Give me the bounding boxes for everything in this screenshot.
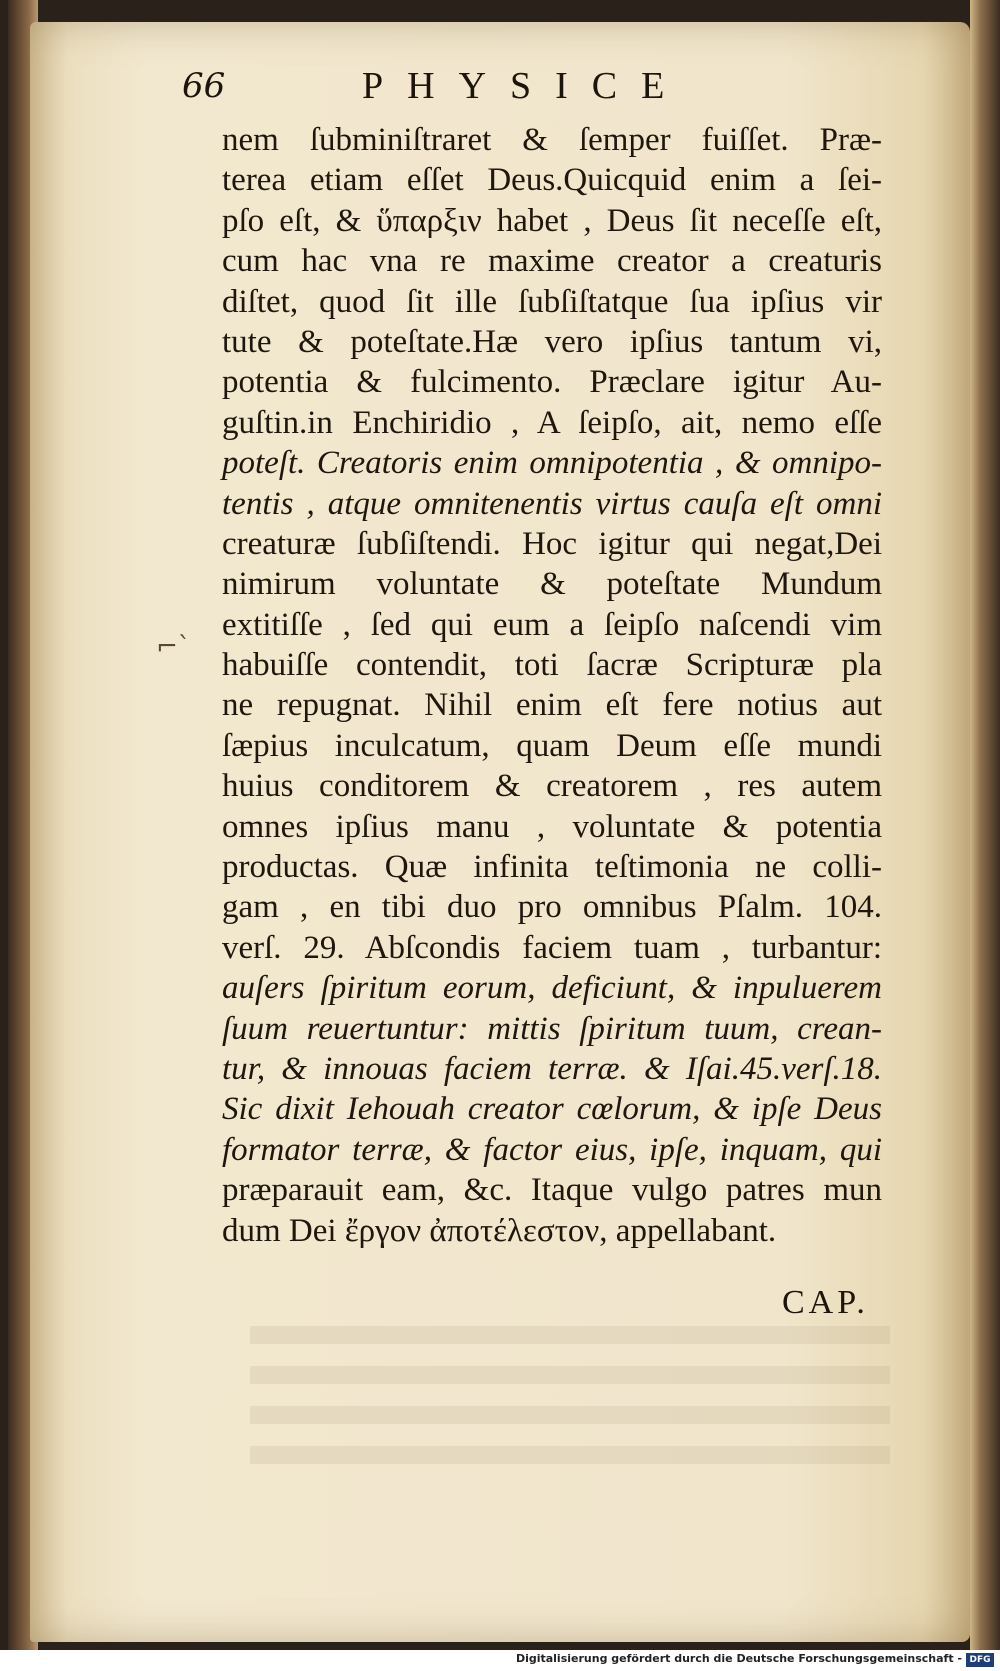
text-line: potentia & fulcimento. Præclare igitur Au- <box>222 364 882 401</box>
page-number: 66 <box>182 66 226 106</box>
body-text <box>222 120 882 1251</box>
text-line: poteſt. Creatoris enim omnipotentia , & omnipo- <box>222 445 882 482</box>
text-line: tentis , atque omnitenentis virtus cauſa eſt omni <box>222 485 882 522</box>
text-line: nem ſubminiſtraret & ſemper fuiſſet. Præ- <box>222 122 882 158</box>
text-line: habuiſſe contendit, toti ſacræ Scripturæ pla <box>222 647 882 684</box>
text-line: guſtin.in Enchiridio , A ſeipſo, ait, nemo eſſe <box>222 404 882 441</box>
text-line: ne repugnat. Nihil enim eſt fere notius aut <box>222 687 882 724</box>
text-line: ſuum reuertuntur: mittis ſpiritum tuum, crean- <box>222 1010 882 1047</box>
marginal-annotation: ⌐ˋ <box>156 632 191 662</box>
digitization-footer <box>0 1650 1000 1671</box>
text-line: tute & poteſtate.Hæ vero ipſius tantum vi, <box>222 323 882 360</box>
text-line: auſers ſpiritum eorum, deficiunt, & inpuluerem <box>222 970 882 1007</box>
text-line: præparauit eam, &c. Itaque vulgo patres mun <box>222 1172 882 1209</box>
text-line: productas. Quæ infinita teſtimonia ne colli- <box>222 849 882 886</box>
text-line: huius conditorem & creatorem , res autem <box>222 768 882 805</box>
page-stack-edge <box>970 0 1000 1650</box>
text-line: pſo eſt, & ὕπαρξιν habet , Deus ſit neceſſe eſt, <box>222 202 882 239</box>
bleed-through-text <box>250 1326 890 1466</box>
catch-word: CAP. <box>782 1284 869 1321</box>
dfg-logo-icon: DFG <box>966 1653 994 1667</box>
text-line: nimirum voluntate & poteſtate Mundum <box>222 566 882 603</box>
page-header <box>182 60 882 120</box>
funding-credit: Digitalisierung gefördert durch die Deutsche Forschungsgemeinschaft - <box>515 1652 962 1665</box>
text-line: tur, & innouas faciem terræ. & Iſai.45.verſ.18. <box>222 1050 882 1087</box>
text-line: formator terræ, & factor eius, ipſe, inquam, qui <box>222 1131 882 1168</box>
text-line: dum Dei ἔργον ἀποτέλεστον, appellabant. <box>222 1212 777 1249</box>
text-line: omnes ipſius manu , voluntate & potentia <box>222 808 882 845</box>
text-line: cum hac vna re maxime creator a creaturis <box>222 243 882 280</box>
text-line: gam , en tibi duo pro omnibus Pſalm. 104. <box>222 889 882 926</box>
text-line: terea etiam eſſet Deus.Quicquid enim a ſei- <box>222 162 882 199</box>
text-line: creaturæ ſubſiſtendi. Hoc igitur qui negat,Dei <box>222 525 882 562</box>
text-line: ſæpius inculcatum, quam Deum eſſe mundi <box>222 727 882 764</box>
text-line: diſtet, quod ſit ille ſubſiſtatque ſua ipſius vir <box>222 283 882 320</box>
text-line: verſ. 29. Abſcondis faciem tuam , turbantur: <box>222 929 882 966</box>
running-head: PHYSICE <box>362 65 689 107</box>
text-line: extitiſſe , ſed qui eum a ſeipſo naſcendi vim <box>222 606 882 643</box>
text-line: Sic dixit Iehouah creator cœlorum, & ipſe Deus <box>222 1091 882 1128</box>
